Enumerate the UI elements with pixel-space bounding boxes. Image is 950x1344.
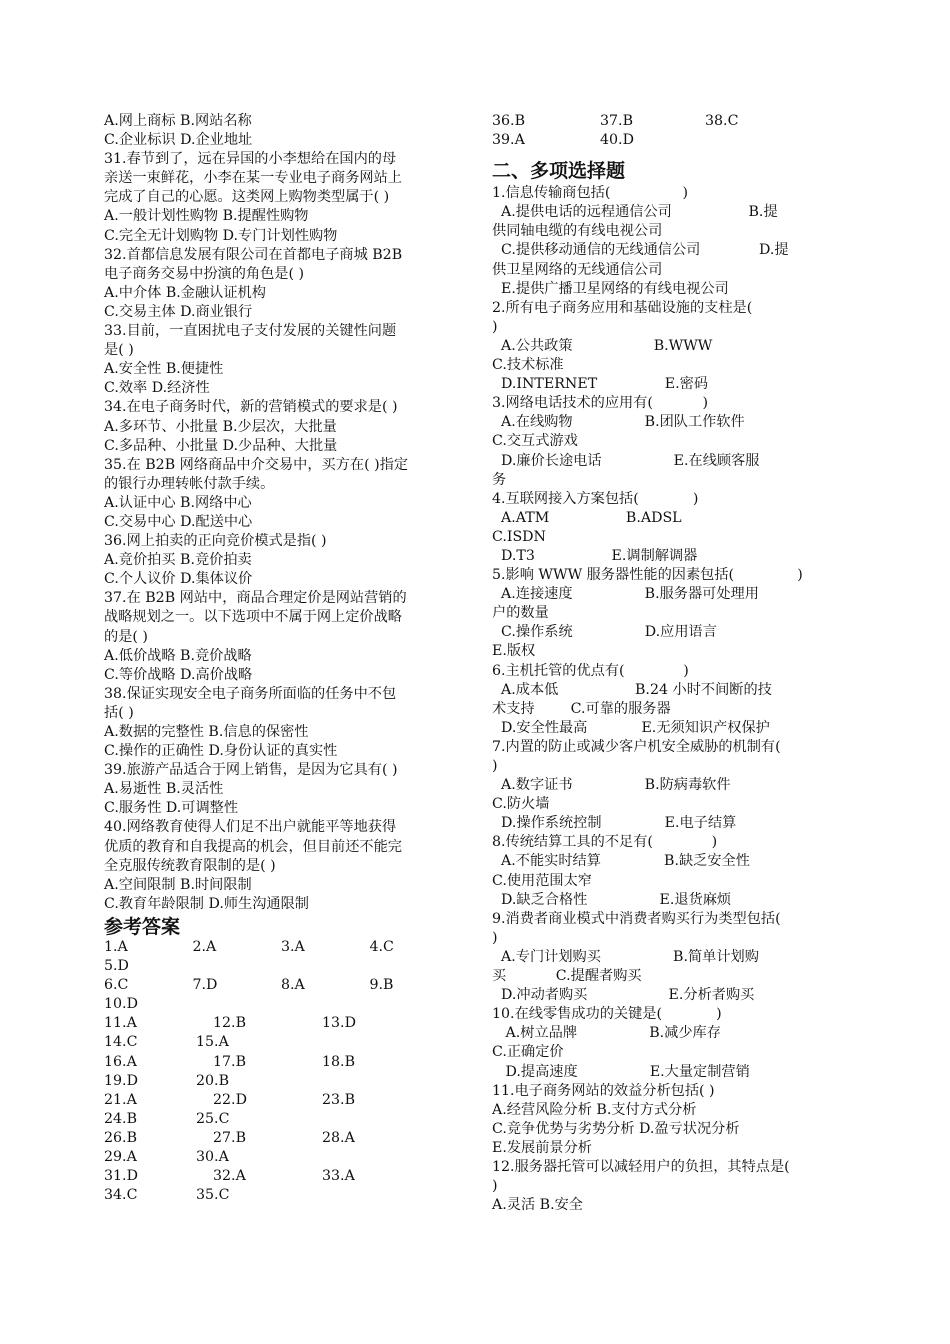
text-line: A.树立品牌 B.减少库存 bbox=[492, 1025, 721, 1042]
answer-item: 37.B bbox=[600, 113, 633, 129]
text-line: C.多品种、小批量 D.少品种、大批量 bbox=[104, 437, 338, 454]
text-line: 5.影响 WWW 服务器性能的因素包括( ) bbox=[492, 567, 803, 584]
text-line: D.安全性最高 E.无须知识产权保护 bbox=[492, 719, 770, 736]
answer-item: 11.A bbox=[104, 1015, 137, 1032]
text-line: A.安全性 B.便捷性 bbox=[104, 361, 224, 378]
text-line: E.发展前景分析 bbox=[492, 1139, 592, 1156]
answer-item: 25.C bbox=[196, 1110, 230, 1127]
text-line: 优质的教育和自我提高的机会，但目前还不能完 bbox=[104, 838, 402, 855]
text-line: C.服务性 D.可调整性 bbox=[104, 800, 239, 817]
answer-item: 21.A bbox=[104, 1091, 137, 1108]
answer-row bbox=[104, 995, 458, 1014]
text-line: ) bbox=[492, 318, 498, 335]
text-line: 32.首都信息发展有限公司在首都电子商城 B2B bbox=[104, 246, 403, 263]
text-line: E.版权 bbox=[492, 643, 536, 660]
text-line: 12.服务器托管可以减轻用户的负担，其特点是( bbox=[492, 1158, 790, 1175]
answer-item: 24.B bbox=[104, 1110, 137, 1127]
text-line: A.经营风险分析 B.支付方式分析 bbox=[492, 1101, 697, 1118]
answer-item: 33.A bbox=[322, 1168, 355, 1185]
text-line: C.提供移动通信的无线通信公司 D.提 bbox=[492, 242, 789, 259]
text-line: 38.保证实现安全电子商务所面临的任务中不包 bbox=[104, 685, 397, 702]
answer-item: 8.A bbox=[281, 977, 305, 994]
answer-item: 3.A bbox=[281, 938, 305, 955]
text-line: D.冲动者购买 E.分析者购买 bbox=[492, 987, 755, 1004]
text-line: 39.旅游产品适合于网上销售，是因为它具有( ) bbox=[104, 762, 398, 779]
text-line: C.交易主体 D.商业银行 bbox=[104, 303, 253, 320]
answer-item: 5.D bbox=[104, 958, 129, 975]
text-line: A.竞价拍买 B.竞价拍卖 bbox=[104, 552, 252, 569]
text-line: C.效率 D.经济性 bbox=[104, 380, 210, 397]
text-line: D.提高速度 E.大量定制营销 bbox=[492, 1063, 750, 1080]
text-line: A.不能实时结算 B.缺乏安全性 bbox=[492, 853, 750, 870]
text-line: A.空间限制 B.时间限制 bbox=[104, 876, 252, 893]
text-line: D.INTERNET E.密码 bbox=[492, 376, 709, 393]
text-line: A.连接速度 B.服务器可处理用 bbox=[492, 586, 759, 603]
text-line: A.灵活 B.安全 bbox=[492, 1197, 583, 1214]
text-line: 9.消费者商业模式中消费者购买行为类型包括( bbox=[492, 910, 781, 927]
text-line: C.等价战略 D.高价战略 bbox=[104, 666, 253, 683]
text-line: 是( ) bbox=[104, 342, 134, 359]
text-line: C.ISDN bbox=[492, 528, 546, 545]
answer-item: 23.B bbox=[322, 1091, 355, 1108]
text-line: 4.互联网接入方案包括( ) bbox=[492, 490, 699, 507]
answer-item: 32.A bbox=[213, 1168, 246, 1185]
text-line: C.技术标准 bbox=[492, 357, 564, 374]
answer-item: 27.B bbox=[213, 1129, 246, 1146]
text-line: C.竞争优势与劣势分析 D.盈亏状况分析 bbox=[492, 1120, 740, 1137]
answer-item: 7.D bbox=[192, 977, 218, 994]
section-heading: 二、多项选择题 bbox=[492, 160, 626, 183]
text-line: A.认证中心 B.网络中心 bbox=[104, 494, 252, 511]
answer-item: 10.D bbox=[104, 996, 138, 1013]
text-line: D.廉价长途电话 E.在线顾客服 bbox=[492, 452, 760, 469]
text-line: 战略规划之一。以下选项中不属于网上定价战略 bbox=[104, 609, 402, 626]
text-line: 全克服传统教育限制的是( ) bbox=[104, 857, 276, 874]
answer-row bbox=[104, 1091, 458, 1110]
text-line: 37.在 B2B 网站中，商品合理定价是网站营销的 bbox=[104, 590, 407, 607]
answers-heading: 参考答案 bbox=[104, 915, 181, 938]
text-line: 电子商务交易中扮演的角色是( ) bbox=[104, 265, 305, 282]
text-line: A.ATM B.ADSL bbox=[492, 509, 682, 526]
answer-item: 30.A bbox=[196, 1148, 229, 1165]
answer-item: 2.A bbox=[192, 938, 217, 955]
text-line: 供卫星网络的无线通信公司 bbox=[492, 261, 663, 278]
answer-key-continued bbox=[492, 112, 848, 150]
text-line: A.专门计划购买 B.简单计划购 bbox=[492, 948, 759, 965]
text-line: 11.电子商务网站的效益分析包括( ) bbox=[492, 1082, 715, 1099]
text-line: 10.在线零售成功的关键是( ) bbox=[492, 1006, 722, 1023]
answer-row bbox=[104, 1053, 458, 1072]
text-line: A.公共政策 B.WWW bbox=[492, 337, 713, 354]
answer-item: 20.B bbox=[196, 1072, 229, 1089]
text-line: 供同轴电缆的有线电视公司 bbox=[492, 223, 663, 240]
text-line: E.提供广播卫星网络的有线电视公司 bbox=[492, 280, 729, 297]
text-line: C.使用范围太窄 bbox=[492, 872, 592, 889]
text-line: A.多环节、小批量 B.少层次，大批量 bbox=[104, 418, 337, 435]
answer-row bbox=[104, 1129, 458, 1148]
text-line: C.交互式游戏 bbox=[492, 433, 578, 450]
text-line: D.缺乏合格性 E.退货麻烦 bbox=[492, 891, 732, 908]
answer-item: 40.D bbox=[600, 132, 634, 149]
text-line: 36.网上拍卖的正向竞价模式是指( ) bbox=[104, 533, 327, 550]
answer-row bbox=[104, 1167, 458, 1186]
answer-key bbox=[104, 938, 458, 1205]
text-line: C.防火墙 bbox=[492, 796, 550, 813]
answer-row bbox=[104, 938, 458, 957]
text-line: 31.春节到了，远在异国的小李想给在国内的母 bbox=[104, 151, 397, 168]
answer-item: 1.A bbox=[104, 938, 128, 955]
answer-item: 26.B bbox=[104, 1129, 137, 1146]
text-line: 术支持 C.可靠的服务器 bbox=[492, 700, 671, 717]
text-line: 33.目前，一直困扰电子支付发展的关键性问题 bbox=[104, 323, 397, 340]
answer-item: 31.D bbox=[104, 1168, 138, 1185]
text-line: ) bbox=[492, 929, 498, 946]
answer-row bbox=[104, 1014, 458, 1033]
text-line: 1.信息传输商包括( ) bbox=[492, 185, 689, 202]
text-line: 2.所有电子商务应用和基础设施的支柱是( bbox=[492, 299, 753, 316]
text-line: 买 C.提醒者购买 bbox=[492, 968, 642, 985]
answer-item: 38.C bbox=[705, 113, 739, 129]
answer-item: 34.C bbox=[104, 1187, 138, 1204]
text-line: A.低价战略 B.竞价战略 bbox=[104, 647, 252, 664]
answer-item: 14.C bbox=[104, 1034, 138, 1051]
answer-row bbox=[104, 1186, 458, 1205]
answer-row bbox=[104, 976, 458, 995]
text-line: ) bbox=[492, 758, 498, 774]
text-line: C.正确定价 bbox=[492, 1044, 564, 1061]
text-line: 40.网络教育使得人们足不出户就能平等地获得 bbox=[104, 819, 397, 836]
answer-item: 13.D bbox=[322, 1015, 356, 1032]
text-line: D.T3 E.调制解调器 bbox=[492, 547, 698, 564]
answer-item: 29.A bbox=[104, 1148, 137, 1165]
answer-item: 18.B bbox=[322, 1053, 355, 1070]
answer-item: 19.D bbox=[104, 1072, 138, 1089]
answer-row bbox=[104, 1110, 458, 1129]
text-line: 35.在 B2B 网络商品中介交易中，买方在( )指定 bbox=[104, 456, 409, 473]
text-line: A.一般计划性购物 B.提醒性购物 bbox=[104, 208, 309, 225]
answer-item: 36.B bbox=[492, 113, 525, 129]
right-column bbox=[492, 112, 848, 1215]
answer-row bbox=[104, 957, 458, 976]
left-column bbox=[104, 112, 458, 1205]
answer-item: 39.A bbox=[492, 132, 525, 149]
text-line: A.在线购物 B.团队工作软件 bbox=[492, 414, 745, 431]
text-line: A.数字证书 B.防病毒软件 bbox=[492, 777, 731, 794]
answer-item: 15.A bbox=[196, 1034, 229, 1051]
text-line: 括( ) bbox=[104, 704, 134, 721]
text-line: 户的数量 bbox=[492, 605, 549, 622]
text-line: C.操作的正确性 D.身份认证的真实性 bbox=[104, 743, 338, 760]
answer-row bbox=[492, 131, 848, 150]
text-line: 7.内置的防止或减少客户机安全威胁的机制有( bbox=[492, 738, 781, 755]
answer-row bbox=[104, 1033, 458, 1052]
text-line: 3.网络电话技术的应用有( ) bbox=[492, 395, 709, 412]
answer-item: 9.B bbox=[369, 977, 394, 994]
text-line: A.网上商标 B.网站名称 bbox=[104, 113, 252, 129]
answer-item: 17.B bbox=[213, 1053, 246, 1070]
answer-item: 6.C bbox=[104, 977, 129, 994]
text-line: C.个人议价 D.集体议价 bbox=[104, 571, 253, 588]
text-line: 34.在电子商务时代，新的营销模式的要求是( ) bbox=[104, 399, 398, 416]
answer-item: 22.D bbox=[213, 1091, 247, 1108]
answer-row bbox=[104, 1148, 458, 1167]
text-line: 完成了自己的心愿。这类网上购物类型属于( ) bbox=[104, 189, 390, 206]
answer-item: 12.B bbox=[213, 1015, 246, 1032]
text-line: 6.主机托管的优点有( ) bbox=[492, 662, 689, 679]
text-line: 的是( ) bbox=[104, 628, 148, 645]
text-line: C.企业标识 D.企业地址 bbox=[104, 132, 253, 149]
text-line: C.完全无计划购物 D.专门计划性购物 bbox=[104, 227, 338, 244]
text-line: A.成本低 B.24 小时不间断的技 bbox=[492, 681, 772, 698]
text-line: A.数据的完整性 B.信息的保密性 bbox=[104, 724, 309, 740]
text-line: 的银行办理转帐付款手续。 bbox=[104, 475, 275, 492]
answer-item: 28.A bbox=[322, 1129, 355, 1146]
multi-choice-list bbox=[492, 184, 848, 1215]
text-line: C.操作系统 D.应用语言 bbox=[492, 624, 717, 641]
answer-item: 16.A bbox=[104, 1053, 137, 1070]
answer-item: 4.C bbox=[369, 938, 394, 955]
text-line: D.操作系统控制 E.电子结算 bbox=[492, 815, 737, 832]
text-line: 8.传统结算工具的不足有( ) bbox=[492, 834, 718, 851]
text-line: A.易逝性 B.灵活性 bbox=[104, 781, 224, 798]
answer-item: 35.C bbox=[196, 1187, 230, 1204]
text-line: C.教育年龄限制 D.师生沟通限制 bbox=[104, 895, 309, 912]
text-line: 务 bbox=[492, 471, 507, 488]
answer-row bbox=[492, 112, 848, 131]
text-line: 亲送一束鲜花，小李在某一专业电子商务网站上 bbox=[104, 170, 402, 187]
text-line: A.提供电话的远程通信公司 B.提 bbox=[492, 204, 778, 221]
text-line: A.中介体 B.金融认证机构 bbox=[104, 284, 266, 301]
text-line: C.交易中心 D.配送中心 bbox=[104, 513, 253, 530]
question-list bbox=[104, 112, 458, 914]
answer-row bbox=[104, 1072, 458, 1091]
text-line: ) bbox=[492, 1178, 498, 1195]
